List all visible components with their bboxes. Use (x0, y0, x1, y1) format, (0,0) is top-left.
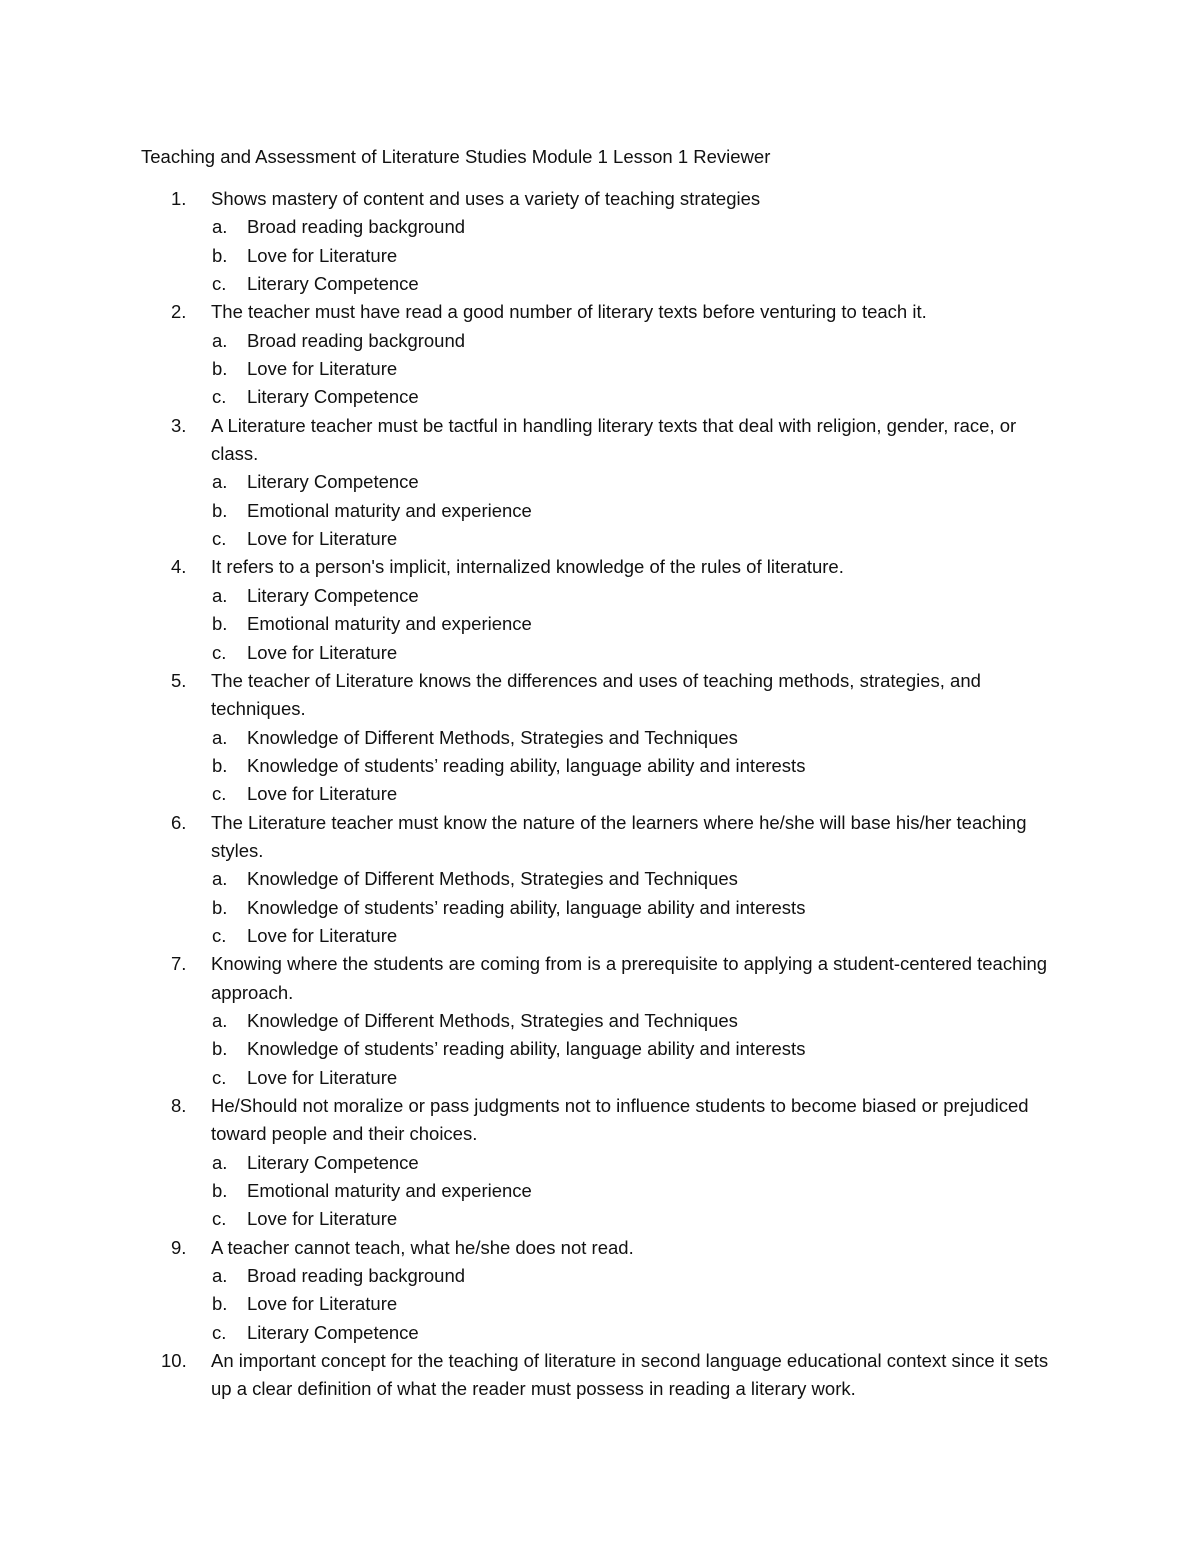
option-letter: a. (212, 1265, 228, 1287)
option-letter: a. (212, 1009, 228, 1031)
question-text: Shows mastery of content and uses a variety of teaching strategies (211, 188, 761, 209)
question-number: 3. (171, 414, 187, 436)
option-text: Literary Competence (247, 471, 419, 493)
option-item (141, 468, 1051, 496)
option-letter: b. (212, 1180, 228, 1202)
question-text: Knowing where the students are coming from is a prerequisite to applying a student-centered teaching approach. (211, 953, 1048, 1003)
question-number: 9. (171, 1236, 187, 1258)
option-item (141, 610, 1051, 638)
option-item (141, 270, 1051, 298)
question-number: 6. (171, 811, 187, 833)
option-item (141, 894, 1051, 922)
option-letter: c. (212, 783, 227, 805)
option-item (141, 780, 1051, 808)
option-letter: a. (212, 329, 228, 351)
option-item (141, 752, 1051, 780)
option-letter: a. (212, 471, 228, 493)
option-text: Knowledge of students’ reading ability, language ability and interests (247, 1038, 806, 1060)
option-letter: c. (212, 386, 227, 408)
option-item (141, 922, 1051, 950)
option-item (141, 242, 1051, 270)
option-letter: c. (212, 1208, 227, 1230)
question-text: An important concept for the teaching of literature in second language educational context since it sets up a clear definition of what the reader must possess in reading a literary work. (211, 1350, 1049, 1400)
option-list (211, 1149, 1051, 1234)
option-letter: c. (212, 924, 227, 946)
option-text: Love for Literature (247, 358, 398, 380)
option-text: Love for Literature (247, 641, 398, 663)
option-text: Literary Competence (247, 584, 419, 606)
option-item (141, 1319, 1051, 1347)
option-letter: b. (212, 358, 228, 380)
option-list (211, 582, 1051, 667)
option-list (211, 468, 1051, 553)
question-text: The Literature teacher must know the nature of the learners where he/she will base his/her teaching styles. (211, 811, 1027, 861)
option-letter: c. (212, 1321, 227, 1343)
option-text: Knowledge of students’ reading ability, language ability and interests (247, 754, 806, 776)
option-text: Literary Competence (247, 386, 419, 408)
option-list (211, 213, 1051, 298)
option-letter: b. (212, 499, 228, 521)
option-item (141, 1177, 1051, 1205)
option-letter: c. (212, 528, 227, 550)
question-9 (141, 1234, 1051, 1347)
question-text: A teacher cannot teach, what he/she does not read. (211, 1236, 634, 1258)
option-text: Love for Literature (247, 1208, 398, 1230)
option-text: Literary Competence (247, 1321, 419, 1343)
option-item (141, 1290, 1051, 1318)
option-item (141, 865, 1051, 893)
option-text: Literary Competence (247, 273, 419, 295)
option-item (141, 639, 1051, 667)
question-8 (141, 1092, 1051, 1234)
option-letter: a. (212, 868, 228, 890)
option-letter: b. (212, 1293, 228, 1315)
option-text: Emotional maturity and experience (247, 1180, 532, 1202)
question-3 (141, 412, 1051, 554)
question-number: 4. (171, 556, 187, 578)
option-text: Broad reading background (247, 1265, 466, 1287)
option-text: Knowledge of Different Methods, Strategies and Techniques (247, 868, 738, 890)
option-item (141, 1035, 1051, 1063)
option-letter: a. (212, 216, 228, 238)
option-text: Literary Competence (247, 1151, 419, 1173)
option-list (211, 1007, 1051, 1092)
option-text: Emotional maturity and experience (247, 499, 532, 521)
option-item (141, 724, 1051, 752)
option-letter: b. (212, 896, 228, 918)
option-item (141, 497, 1051, 525)
question-1 (141, 185, 1051, 298)
question-2 (141, 298, 1051, 411)
option-text: Knowledge of Different Methods, Strategies and Techniques (247, 1009, 738, 1031)
question-text: He/Should not moralize or pass judgments not to influence students to become biased or prejudiced toward people and their choices. (211, 1095, 1029, 1145)
question-list (141, 185, 1051, 1404)
option-text: Love for Literature (247, 1293, 398, 1315)
option-letter: c. (212, 1066, 227, 1088)
option-letter: b. (212, 754, 228, 776)
option-letter: a. (212, 1151, 228, 1173)
option-item (141, 1007, 1051, 1035)
question-7 (141, 950, 1051, 1092)
question-number: 2. (171, 301, 187, 323)
option-list (211, 327, 1051, 412)
option-text: Love for Literature (247, 528, 398, 550)
option-text: Broad reading background (247, 216, 466, 238)
option-item (141, 1262, 1051, 1290)
option-letter: a. (212, 726, 228, 748)
option-text: Knowledge of students’ reading ability, language ability and interests (247, 896, 806, 918)
option-item (141, 525, 1051, 553)
question-text: The teacher of Literature knows the differences and uses of teaching methods, strategies, and techniques. (211, 669, 981, 720)
question-text: It refers to a person's implicit, internalized knowledge of the rules of literature. (211, 556, 844, 578)
option-letter: a. (212, 584, 228, 606)
option-text: Love for Literature (247, 924, 398, 946)
question-10 (141, 1347, 1051, 1404)
option-text: Love for Literature (247, 783, 398, 805)
option-item (141, 1149, 1051, 1177)
question-number: 1. (171, 188, 187, 209)
option-letter: b. (212, 613, 228, 635)
question-text: A Literature teacher must be tactful in handling literary texts that deal with religion, gender, race, or class. (211, 414, 1017, 465)
option-list (211, 724, 1051, 809)
question-5 (141, 667, 1051, 809)
document-title: Teaching and Assessment of Literature Studies Module 1 Lesson 1 Reviewer (141, 146, 771, 167)
question-number: 7. (171, 953, 187, 975)
question-number: 10. (161, 1350, 187, 1372)
option-text: Love for Literature (247, 1066, 398, 1088)
option-letter: c. (212, 273, 227, 295)
option-text: Knowledge of Different Methods, Strategies and Techniques (247, 726, 738, 748)
option-item (141, 327, 1051, 355)
option-text: Love for Literature (247, 244, 398, 266)
option-item (141, 213, 1051, 241)
option-letter: b. (212, 1038, 228, 1060)
option-item (141, 1064, 1051, 1092)
option-list (211, 1262, 1051, 1347)
option-item (141, 355, 1051, 383)
question-4 (141, 553, 1051, 666)
option-letter: b. (212, 244, 228, 266)
question-6 (141, 809, 1051, 951)
option-text: Broad reading background (247, 329, 466, 351)
question-number: 5. (171, 669, 187, 691)
question-number: 8. (171, 1095, 187, 1116)
option-text: Emotional maturity and experience (247, 613, 532, 635)
option-letter: c. (212, 641, 227, 663)
question-text: The teacher must have read a good number of literary texts before venturing to teach it. (211, 301, 927, 323)
option-item (141, 383, 1051, 411)
option-list (211, 865, 1051, 950)
option-item (141, 582, 1051, 610)
option-item (141, 1205, 1051, 1233)
